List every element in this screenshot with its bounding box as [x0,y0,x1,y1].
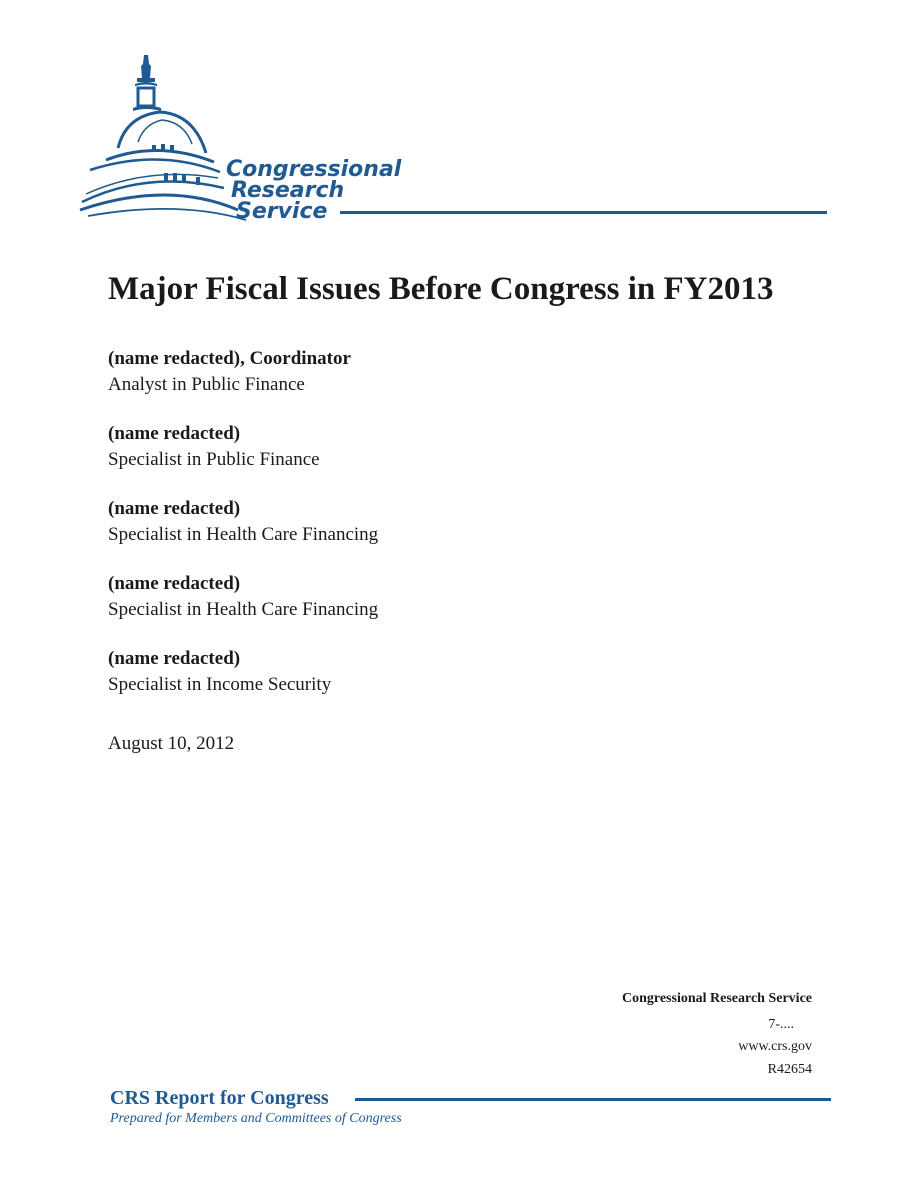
author-name: (name redacted) [108,498,241,519]
author-block [108,421,320,473]
author-role: Specialist in Public Finance [108,449,320,470]
publisher-name: Congressional Research Service [621,991,812,1006]
author-role: Specialist in Health Care Financing [108,524,379,545]
author-name: (name redacted) [108,423,241,444]
author-role: Analyst in Public Finance [108,374,305,395]
footer-rule [355,1098,831,1101]
logo-wordmark-line1: Congressional [226,157,402,182]
author-role: Specialist in Income Security [108,674,332,695]
footer-title: CRS Report for Congress [110,1087,329,1109]
logo-wordmark-line3: Service [236,199,328,224]
author-block [108,346,351,398]
author-name: (name redacted) [108,573,241,594]
author-name: (name redacted) [108,648,241,669]
footer-subtitle: Prepared for Members and Committees of Congress [110,1111,402,1126]
publisher-url[interactable]: www.crs.gov [738,1039,812,1054]
logo-rule [340,211,827,214]
author-name: (name redacted), Coordinator [108,348,351,369]
author-block [108,571,378,623]
report-date: August 10, 2012 [108,733,235,754]
logo-wordmark-line2: Research [231,178,345,203]
author-block [108,496,378,548]
order-code: 7-.... [768,1017,794,1032]
crs-capitol-dome-logo [78,50,418,225]
report-title: Major Fiscal Issues Before Congress in FY2013 [108,271,774,307]
author-role: Specialist in Health Care Financing [108,599,379,620]
author-block [108,646,331,698]
report-id: R42654 [767,1062,812,1077]
